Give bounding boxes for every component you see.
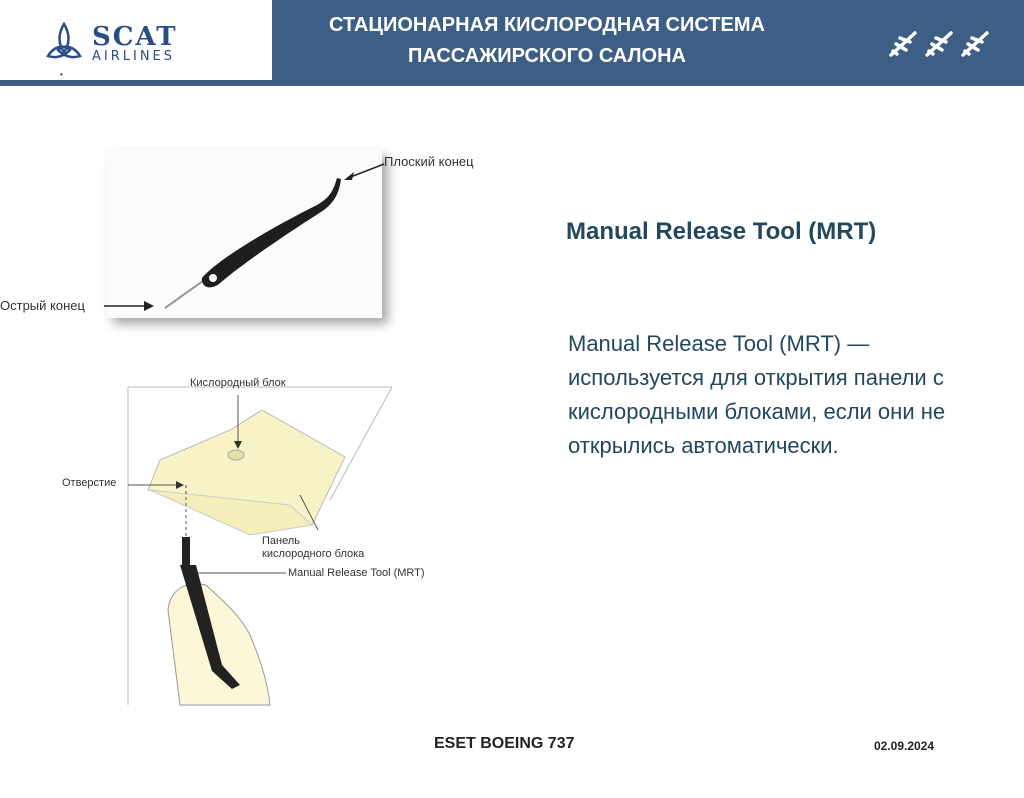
label-mrt: Manual Release Tool (MRT) [288,567,425,579]
logo-text-scat: SCAT [92,22,178,52]
oxygen-panel-diagram [0,365,470,715]
arrow-sharp-end [104,300,156,312]
airplane-icon [960,30,990,58]
airplane-icons [888,30,990,58]
title-line-1: СТАЦИОНАРНАЯ КИСЛОРОДНАЯ СИСТЕМА [329,14,765,36]
label-oxygen-block: Кислородный блок [190,377,286,389]
arrow-flat-end [340,160,386,184]
content-body: Manual Release Tool (MRT) — используется для открытия панели с кислородными блоками, если они не открылись автоматически. [568,331,946,458]
logo-emblem-icon [44,22,84,66]
footer-date: 02.09.2024 [874,739,935,753]
label-panel [262,535,364,561]
label-panel-line-2: кислородного блока [262,548,365,560]
label-hole: Отверстие [62,477,117,489]
oxygen-panel-illustration [0,365,470,715]
logo-dot: • [60,70,63,79]
title-line-2: ПАССАЖИРСКОГО САЛОНА [408,45,686,67]
logo [0,0,272,80]
page-title [300,10,794,72]
content-heading: Manual Release Tool (MRT) [566,218,877,245]
label-flat-end: Плоский конец [384,154,474,169]
logo-text-airlines: AIRLINES [92,49,176,64]
label-sharp-end: Острый конец [0,298,85,313]
airplane-icon [888,30,918,58]
header-bar [0,0,1024,86]
airplane-icon [924,30,954,58]
footer-course-title: ESET BOEING 737 [434,735,575,752]
label-panel-line-1: Панель [262,535,301,547]
